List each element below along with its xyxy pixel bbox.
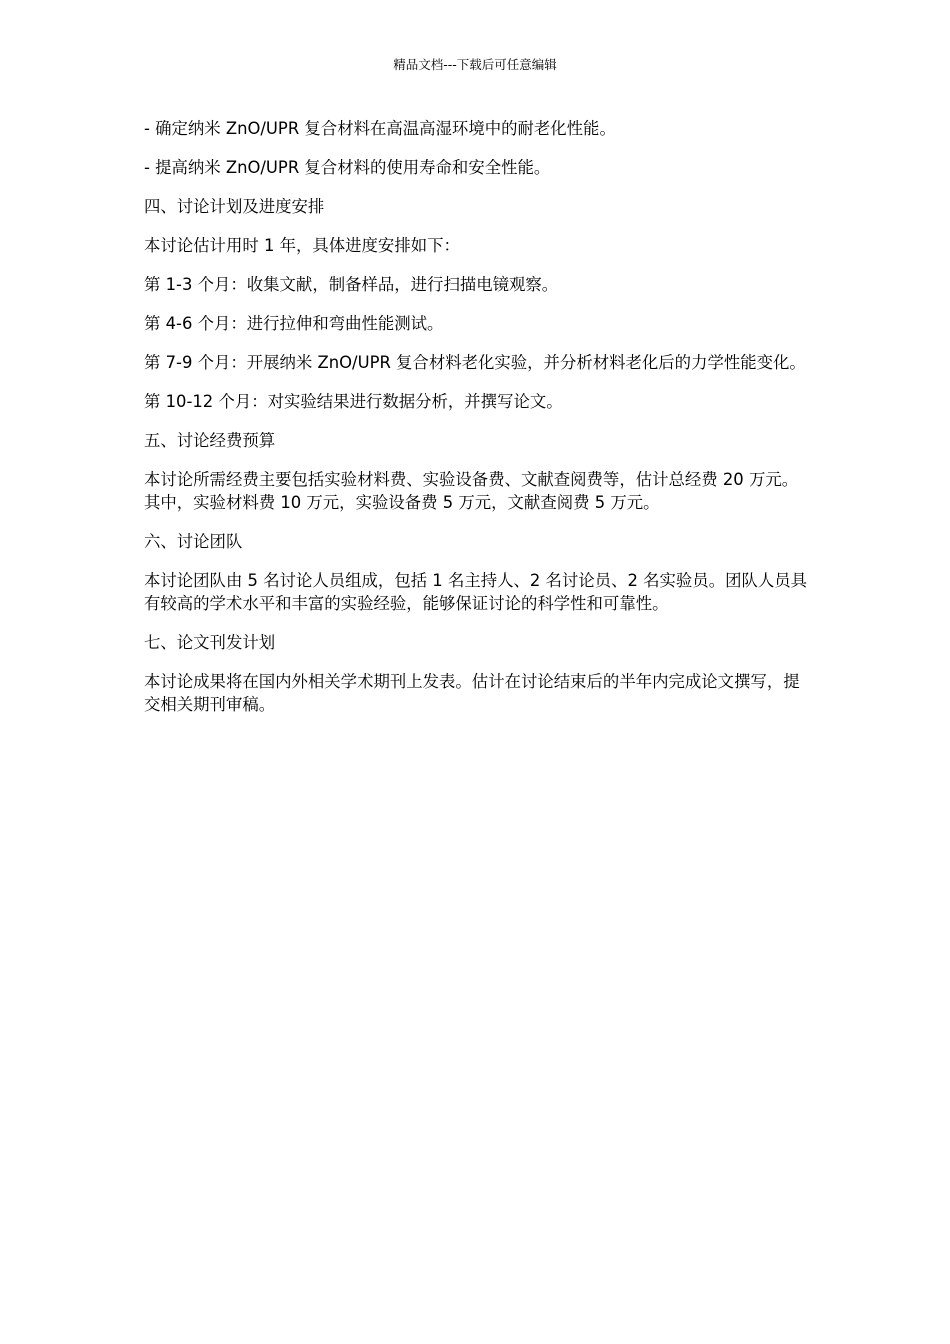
bullet-service-life: - 提高纳米 ZnO/UPR 复合材料的使用寿命和安全性能。 [144, 158, 551, 177]
section-heading-schedule: 四、讨论计划及进度安排 [144, 197, 325, 216]
schedule-intro: 本讨论估计用时 1 年，具体进度安排如下： [144, 236, 460, 255]
team-paragraph: 本讨论团队由 5 名讨论人员组成，包括 1 名主持人、2 名讨论员、2 名实验员。团队人员具有较高的学术水平和丰富的实验经验，能够保证讨论的科学性和可靠性。 [144, 571, 808, 613]
section-heading-budget: 五、讨论经费预算 [144, 431, 276, 450]
schedule-months-1-3: 第 1-3 个月：收集文献，制备样品，进行扫描电镜观察。 [144, 275, 559, 294]
bullet-aging-performance: - 确定纳米 ZnO/UPR 复合材料在高温高湿环境中的耐老化性能。 [144, 119, 616, 138]
page-header: 精品文档---下载后可任意编辑 [393, 57, 557, 72]
section-heading-team: 六、讨论团队 [144, 532, 243, 551]
schedule-months-4-6: 第 4-6 个月：进行拉伸和弯曲性能测试。 [144, 314, 444, 333]
publication-paragraph: 本讨论成果将在国内外相关学术期刊上发表。估计在讨论结束后的半年内完成论文撰写，提交相关期刊审稿。 [144, 672, 800, 714]
budget-paragraph: 本讨论所需经费主要包括实验材料费、实验设备费、文献查阅费等，估计总经费 20 万元。其中，实验材料费 10 万元，实验设备费 5 万元，文献查阅费 5 万元。 [144, 470, 799, 512]
schedule-months-10-12: 第 10-12 个月：对实验结果进行数据分析，并撰写论文。 [144, 392, 563, 411]
section-heading-publication: 七、论文刊发计划 [144, 633, 276, 652]
document-body [144, 117, 810, 732]
schedule-months-7-9: 第 7-9 个月：开展纳米 ZnO/UPR 复合材料老化实验，并分析材料老化后的力学性能变化。 [144, 353, 806, 372]
